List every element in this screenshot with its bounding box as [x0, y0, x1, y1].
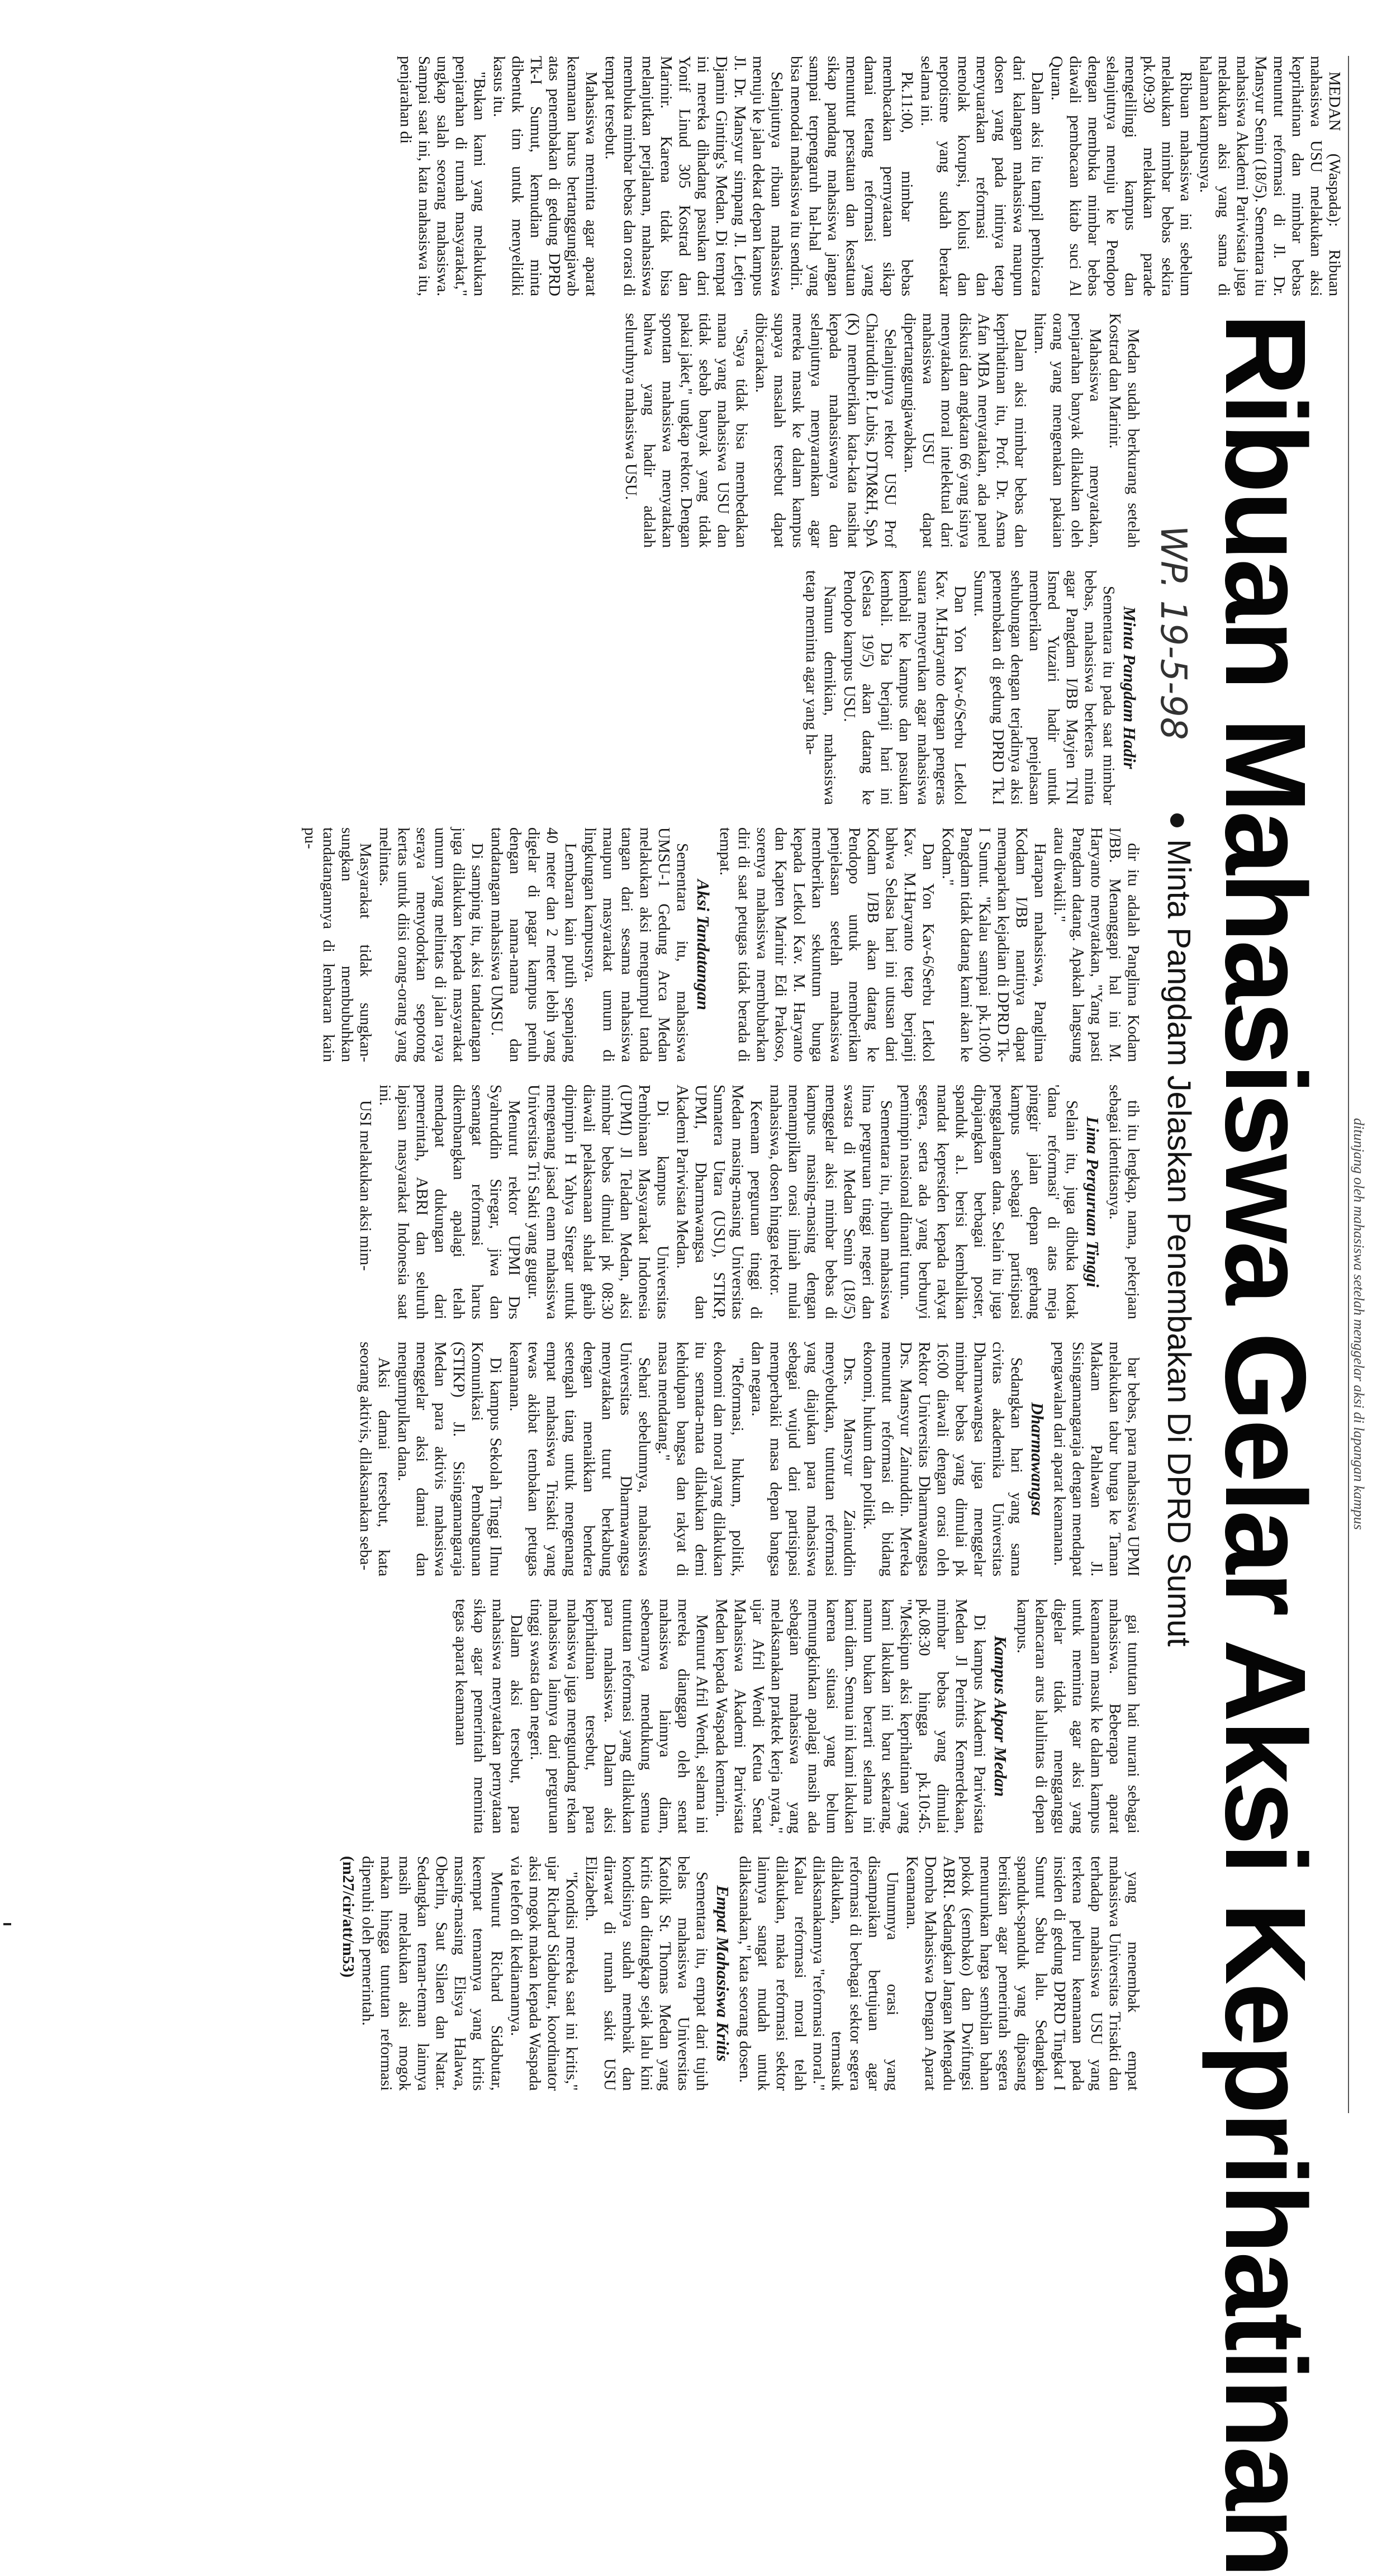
paragraph: "Reformasi, hukum, politik, ekonomi dan moral yang dilakukan itu semata-mata dilakukan demi kehidupan bangsa dan rakyat di masa mendatang."	[655, 1342, 747, 1576]
column-5	[270, 1342, 1142, 1576]
paragraph: Menurut rektor UPMI Drs Syahruddin Siregar, jiwa dan semangat reformasi harus dikembangkan apalagi telah mendapat dukungan dari pemerintah, ABRI dan seluruh lapisan masyarakat Indonesia saat ini.	[376, 1085, 523, 1319]
header-note: ditunjang oleh mahasiswa setelah menggelar aksi di lapangan kampus	[1351, 1118, 1367, 1530]
column-2	[270, 570, 1142, 805]
section-heading: Empat Mahasiswa Kritis	[713, 1885, 733, 2062]
column-6	[270, 1599, 1142, 1834]
paragraph: MEDAN (Waspada): Ribuan mahasiswa USU melakukan aksi keprihatinan dan mimbar bebas menuntut reformasi di Jl. Dr. Mansyur Senin (18/5). Sementara itu mahasiswa Akademi Pariwisata juga melakukan aksi yang sama di halaman kampusnya.	[1196, 56, 1343, 296]
paragraph: Di samping itu, aksi tandatangan juga dilakukan kepada masyarakat umum yang melintas di jalan raya seraya menyodorkan sepotong kertas untuk diisi orang-orang yang melintas.	[376, 827, 486, 1062]
paragraph: Medan sudah berkurang setelah Kostrad dan Marinir.	[1106, 313, 1142, 548]
paragraph: Umumnya orasi yang disampaikan bertujuan agar reformasi di berbagai sektor segera dilakukan, termasuk dilaksanakannya "reformasi moral." Kalau reformasi moral telah dilakukan, maka reformasi sektor lainnya sangat mudah untuk dilaksanakan," kata seorang dosen.	[736, 1856, 901, 2091]
paragraph: Sementara itu, empat dari tujuh belas mahasiswa Universitas Katolik St. Thomas Medan yang kritis dan ditangkap sejak lalu kini kondisinya sudah membaik dan dirawat di rumah sakit USU Elizabeth.	[582, 1856, 711, 2091]
paragraph: "Kondisi mereka saat ini kritis," ujar Richard Sidabutar, koordinator aksi mogok makan kepada Waspada via telefon di kediamannya.	[507, 1856, 581, 2091]
paragraph: Dalam aksi mimbar bebas dan keprihatinan itu, Prof. Dr. Asma Afan MBA menyatakan, ada panel diskusi dan angkatan 66 yang isinya menyatakan moral intelektual dari mahasiswa USU dapat dipertanggungjawabkan.	[901, 313, 1029, 548]
paragraph: "Saya tidak bisa membedakan mana yang mahasiswa USU dan tidak sebab banyak yang tidak pakai jaket," ungkap rektor. Dengan spontan mahasiswa menyatakan bahwa yang hadir adalah seluruhnya mahasiswa USU.	[622, 313, 751, 548]
paragraph: Aksi damai tersebut, kata seorang aktivis, dilaksanakan seba-	[357, 1342, 393, 1576]
paragraph: Lembaran kain putih sepanjang 40 meter dan 2 meter lebih yang digelar di pagar kampus penuh dengan nama-nama dan tandatangan mahasiswa UMSU.	[488, 827, 580, 1062]
column-4	[270, 1085, 1142, 1319]
paragraph: dir itu adalah Panglima Kodam I/BB. Menanggapi hal ini M. Haryanto menyatakan, "Yang pasti Pangdam datang. Apakah langsung atau diwakili."	[1051, 827, 1142, 1062]
paragraph: Selanjutnya rektor USU Prof Chairuddin P. Lubis, DTM&H, SpA (K) memberikan kata-kata nasihat kepada mahasiswanya dan selanjutnya menyarankan agar mereka masuk ke dalam kampus supaya masalah tersebut dapat dibicarakan.	[752, 313, 899, 548]
paragraph: Dan Yon Kav-6/Serbu Letkol Kav. M.Haryanto tetap berjanji bahwa Selasa hari ini utusan dari Kodam I/BB akan datang ke Pendopo untuk memberikan penjelasan setelah mahasiswa memberikan sekuntum bunga kepada Letkol Kav. M. Haryanto dan Kapten Marinir Edi Prakoso, sorenya mahasiswa membubarkan diri di saat petugas tidak berada di tempat.	[716, 827, 937, 1062]
headline: Ribuan Mahasiswa Gelar Aksi Keprihatinan	[1202, 313, 1329, 2576]
paragraph: Sehari sebelumnya, mahasiswa Universitas Dharmawangsa menyatakan turut berkabung dengan menaikkan bendera setengah tiang untuk mengenang empat mahasiswa Trisakti yang tewas akibat tembakan petugas keamanan.	[506, 1342, 653, 1576]
paragraph: "Bukan kami yang melakukan penjarahan di rumah masyarakat," ungkap salah seorang mahasiswa. Sampai saat ini, kata mahasiswa itu, penjarahan di	[397, 56, 488, 296]
paragraph: Selain itu, juga dibuka kotak 'dana reformasi' di atas meja pinggir jalan depan gerbang kampus sebagai partisipasi penggalangan dana. Selain itu juga dipajangkan berbagai poster, spanduk a.l. berisi kembalikan mandat kepresiden kepada rakyat segera, serta ada yang berbunyi pemimpin nasional dinanti turun.	[897, 1085, 1081, 1319]
subheadline: ● Minta Pangdam Jelaskan Penembakan Di DPRD Sumut	[1161, 811, 1197, 1647]
paragraph: Sedangkan hari yang sama civitas akademika Universitas Dharmawangsa juga menggelar mimbar bebas yang dimulai pk 16:00 diawali dengan orasi oleh Rektor Universitas Dharmawangsa Drs. Mansyur Zainuddin. Mereka menuntut reformasi di bidang ekonomi, hukum dan politik.	[860, 1342, 1025, 1576]
paragraph: Keenam perguruan tinggi di Medan masing-masing Universitas Sumatera Utara (USU), STIKP, UPMI, Dharmawangsa dan Akademi Pariwisata Medan.	[673, 1085, 765, 1319]
paragraph: gai tuntutan hati nurani sebagai mahasiswa. Beberapa aparat keamanan masuk ke dalam kampus untuk meminta agar aksi yang digelar tidak mengganggu kelancaran arus lalulintas di depan kampus.	[1014, 1599, 1142, 1834]
paragraph: yang menembak empat mahasiswa Universitas Trisakti dan terhadap mahasiswa USU yang terkena peluru keamanan pada insiden di gedung DPRD Tingkat I Sumut Sabtu lalu. Sedangkan spanduk-spanduk yang dipasang berisikan agar pemerintah segera menurunkan harga sembilan bahan pokok (sembako) dan Dwifungsi ABRI. Sedangkan Jangan Mengadu Domba Mahasiswa Dengan Aparat Keamanan.	[903, 1856, 1142, 2091]
paragraph: Sementara itu, ribuan mahasiswa lima perguruan tinggi negeri dan swasta di Medan Senin (18/5) menggelar aksi mimbar bebas di kampus masing-masing dengan menampilkan orasi ilmiah mulai mahasiswa, dosen hingga rektor.	[767, 1085, 895, 1319]
section-heading: Kampus Akpar Medan	[991, 1635, 1010, 1797]
paragraph: Dalam aksi tersebut, para mahasiswa menyatakan pernyataan sikap agar pemerintah meminta tegas aparat keamanan	[452, 1599, 525, 1834]
section-heading: Minta Pangdam Hadir	[1120, 606, 1139, 769]
paragraph: bar bebas, para mahasiswa UPMI melakukan tabur bunga ke Taman Makam Pahlawan Jl. Sisingamangaraja dengan mendapat pengawalan dari aparat keamanan.	[1051, 1342, 1142, 1576]
paragraph: Masyarakat tidak sungkan-sungkan membubuhkan tandatangannya di lembaran kain pu-	[301, 827, 374, 1062]
byline-code: (m27/cir/att/m53)	[339, 1856, 357, 1978]
paragraph: Sementara itu, mahasiswa UMSU-1 Gedung Arca Medan melakukan aksi mengumpul tanda tangan dari sesama mahasiswa maupun masyarakat umum di lingkungan kampusnya.	[581, 827, 691, 1062]
paragraph: Di kampus Akademi Pariwisata Medan Jl Perintis Kemerdekaan, mimbar bebas yang dimulai pk.08:30 hingga pk.10:45. "Meskipun aksi keprihatinan yang kami lakukan ini baru sekarang, namun bukan berarti selama ini kami diam. Semua ini kami lakukan karena situasi yang belum memungkinkan apalagi masih ada sebagian mahasiswa yang melaksanakan praktek kerja nyata," ujar Afril Wendi Ketua Senat Mahasiswa Akademi Pariwisata Medan kepada Waspada kemarin.	[713, 1599, 989, 1834]
paragraph: Selanjutnya ribuan mahasiswa menuju ke jalan dekat depan kampus Jl. Dr. Mansyur simpang Jl. Letjen Djamin Ginting's Medan. Di tempat ini mereka dihadang pasukan dari Yonif Linud 305 Kostrad dan Marinir. Karena tidak bisa melanjutkan perjalanan, mahasiswa membuka mimbar bebas dan orasi di tempat tersebut.	[602, 56, 786, 296]
paragraph: Harapan mahasiswa, Panglima Kodam I/BB nantinya dapat memaparkan kejadian di DPRD Tk-I Sumut. "Kalau sampai pk.10:00 Pangdam tidak datang kami akan ke Kodam."	[939, 827, 1049, 1062]
paragraph: Dan Yon Kav-6/Serbu Letkol Kav. M.Haryanto dengan pengeras suara menyerukan agar mahasiswa kembali ke kampus dan pasukan kembali. Dia berjanji hari ini (Selasa 19/5) akan datang ke Pendopo kampus USU.	[841, 570, 969, 805]
section-heading: Aksi Tandatangan	[694, 879, 713, 1011]
paragraph: Drs. Mansyur Zainuddin menyebutkan, tuntutan reformasi yang diajukan para mahasiswa sebagai wujud dari partisipasi memperbaiki masa depan bangsa dan negara.	[748, 1342, 858, 1576]
column-7	[270, 1856, 1142, 2091]
paragraph: Namun demikian, mahasiswa tetap meminta agar yang ha-	[803, 570, 839, 805]
column-3	[270, 827, 1142, 1062]
paragraph: Menurut Afril Wendi, selama ini mereka dianggap oleh senat mahasiswa lainnya diam, sebenarnya mendukung semua tuntutan reformasi yang dilakukan para mahasiswa. Dalam aksi keprihatinan tersebut, para mahasiswa juga mengundang rekan mahasiswa lainnya dari perguruan tinggi swasta dan negeri.	[527, 1599, 711, 1834]
paragraph: Mahasiswa meminta agar aparat keamanan harus bertanggungjawab atas penembakan di gedung DPRD Tk-I Sumut, kemudian minta dibentuk tim untuk menyelidiki kasus itu.	[490, 56, 600, 296]
paragraph: Menurut Richard Sidabutar, keempat temannya yang kritis masing-masing Elisya Halawa, Oberlin, Saut Silaen dan Natar. Sedangkan teman-teman lainnya masih melakukan aksi mogok makan hingga tuntutan reformasi dipenuhi oleh pemerintah.	[359, 1856, 506, 2091]
paragraph: Dalam aksi itu tampil pembicara dari kalangan mahasiswa maupun dosen yang pada intinya tetap menyuarakan reformasi dan menolak korupsi, kolusi dan nepotisme yang sudah berakar selama ini.	[918, 56, 1046, 296]
paragraph: USI melakukan aksi mim-	[357, 1100, 374, 1271]
paragraph: tih itu lengkap, nama, pekerjaan sebagai identitasnya.	[1106, 1085, 1142, 1319]
column-1	[270, 313, 1142, 548]
section-heading: Lima Perguruan Tinggi	[1083, 1116, 1103, 1287]
section-heading: Dharmawangsa	[1028, 1402, 1047, 1516]
paragraph: Di kampus Universitas Pembinaan Masyarakat Indonesia (UPMI) Jl Teladan Medan, aksi mimbar bebas dimulai pk 08:30 diawali pelaksanaan shalat ghaib dipimpin H Yahya Siregar untuk mengenang jasad enam mahasiswa Universitas Tri Sakti yang gugur.	[525, 1085, 672, 1319]
handwritten-date: WP. 19-5-98	[1152, 525, 1194, 740]
article-body	[270, 313, 1142, 2091]
paragraph: Di kampus Sekolah Tinggi Ilmu Komunikasi Pembangunan (STIKP) Jl. Sisingamangaraja Medan para aktivis mahasiswa menggelar aksi damai dan mengumpulkan dana.	[395, 1342, 505, 1576]
paragraph: Ribuan mahasiswa ini sebelum melakukan mimbar bebas sekira pk.09:30 melakukan parade mengelilingi kampus dan selanjutnya menuju ke Pendopo dengan membuka mimbar bebas diawali pembacaan kitab suci Al Quran.	[1048, 56, 1195, 296]
left-column	[282, 56, 1343, 296]
paragraph: Sementara itu pada saat mimbar bebas, mahasiswa berkeras minta agar Pangdam I/BB Mayjen TNI Ismed Yuzairi hadir untuk memberikan penjelasan sehubungan dengan terjadinya aksi penembakan di gedung DPRD Tk.I Sumut.	[971, 570, 1118, 805]
paragraph: Mahasiswa menyatakan, penjarahan banyak dilakukan oleh orang yang mengenakan pakaian hitam.	[1031, 313, 1104, 548]
paragraph: Pk.11:00, mimbar bebas membacakan pernyataan sikap damai tetang reformasi yang menuntut persatuan dan kesatuan sikap pandang mahasiswa jangan sampai terpengaruh hal-hal yang bisa menodai mahasiswa itu sendiri.	[787, 56, 916, 296]
